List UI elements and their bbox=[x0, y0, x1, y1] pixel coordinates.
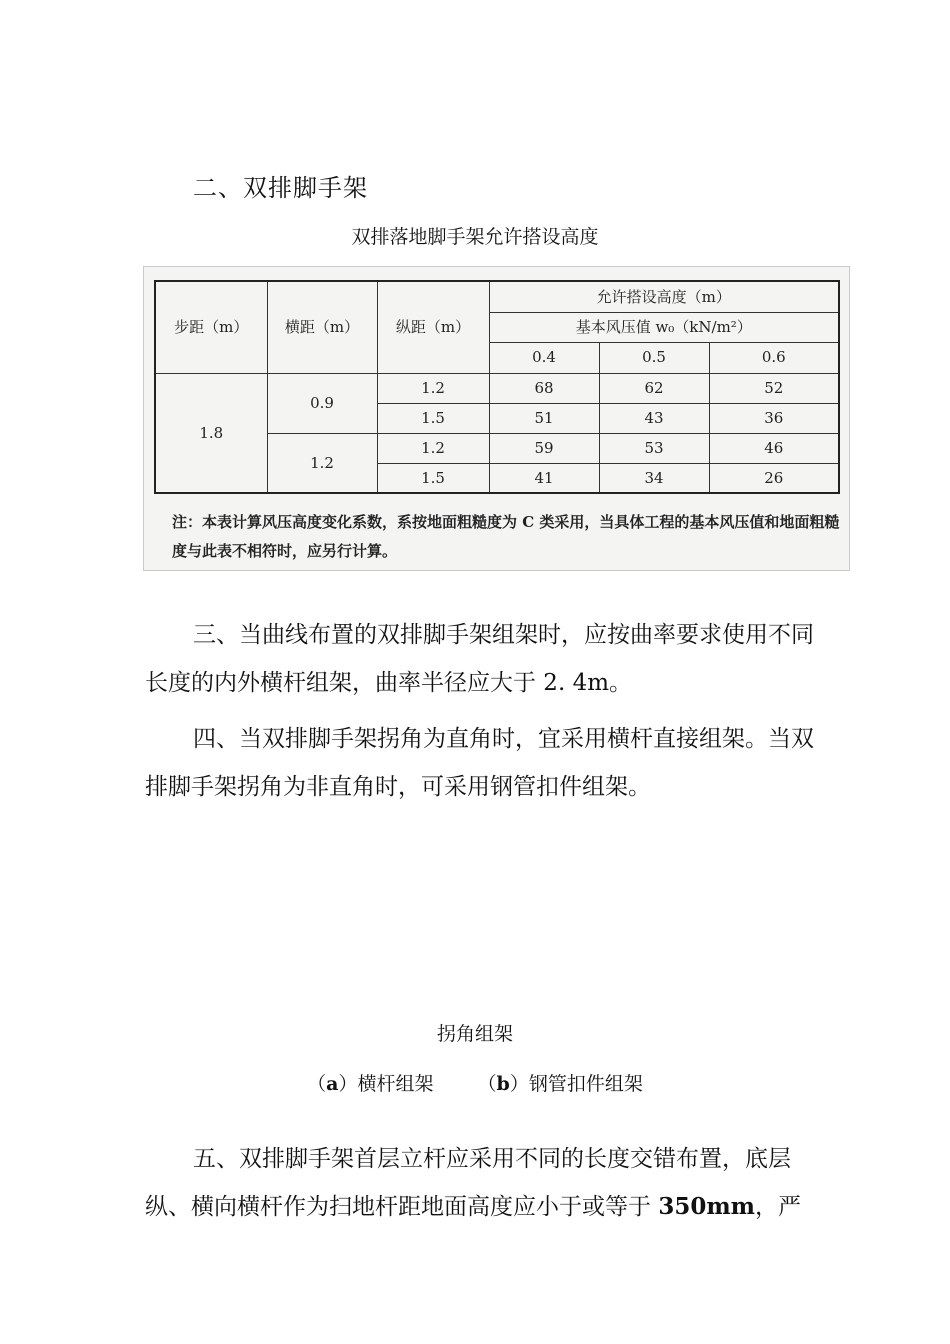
paragraph-5-tail: ，严 bbox=[755, 1194, 801, 1220]
table-cell: 53 bbox=[599, 433, 709, 463]
table-cell: 46 bbox=[709, 433, 839, 463]
table-cell: 62 bbox=[599, 373, 709, 403]
longitudinal-value: 1.5 bbox=[377, 403, 489, 433]
transverse-value: 1.2 bbox=[267, 433, 377, 493]
table-cell: 68 bbox=[489, 373, 599, 403]
table-note: 注：本表计算风压高度变化系数，系按地面粗糙度为 C 类采用，当具体工程的基本风压值和地面粗糙度与此表不相符时，应另行计算。 bbox=[172, 513, 840, 560]
paragraph-5 bbox=[145, 1135, 815, 1231]
wind-value: 0.4 bbox=[489, 342, 599, 373]
paragraph-5-bold: 350mm bbox=[658, 1193, 755, 1220]
paragraph-4: 四、当双排脚手架拐角为直角时，宜采用横杆直接组架。当双排脚手架拐角为非直角时，可采用钢管扣件组架。 bbox=[145, 726, 814, 800]
step-value: 1.8 bbox=[155, 373, 267, 493]
table-cell: 51 bbox=[489, 403, 599, 433]
figure-captions bbox=[0, 1069, 950, 1096]
wind-value: 0.6 bbox=[709, 342, 839, 373]
header-longitudinal: 纵距（m） bbox=[377, 281, 489, 373]
table-cell: 59 bbox=[489, 433, 599, 463]
table-cell: 41 bbox=[489, 463, 599, 493]
longitudinal-value: 1.5 bbox=[377, 463, 489, 493]
longitudinal-value: 1.2 bbox=[377, 433, 489, 463]
figure-title: 拐角组架 bbox=[436, 1023, 513, 1045]
table-cell: 43 bbox=[599, 403, 709, 433]
caption-a: （a）横杆组架 bbox=[307, 1073, 434, 1095]
caption-a-letter: a bbox=[326, 1073, 339, 1095]
table-cell: 52 bbox=[709, 373, 839, 403]
scaffold-height-table bbox=[154, 280, 840, 494]
paragraph-5-text: 五、双排脚手架首层立杆应采用不同的长度交错布置，底层纵、横向横杆作为扫地杆距地面高度应小于或等于 bbox=[145, 1146, 791, 1220]
table-title: 双排落地脚手架允许搭设高度 bbox=[351, 226, 599, 248]
section-heading: 二、双排脚手架 bbox=[193, 174, 368, 202]
caption-b-letter: b bbox=[496, 1073, 510, 1095]
caption-a-text: 横杆组架 bbox=[357, 1073, 434, 1095]
transverse-value: 0.9 bbox=[267, 373, 377, 433]
longitudinal-value: 1.2 bbox=[377, 373, 489, 403]
header-allowed-height: 允许搭设高度（m） bbox=[489, 281, 839, 312]
table-cell: 36 bbox=[709, 403, 839, 433]
table-cell: 34 bbox=[599, 463, 709, 493]
wind-value: 0.5 bbox=[599, 342, 709, 373]
paragraph-3: 三、当曲线布置的双排脚手架组架时，应按曲率要求使用不同长度的内外横杆组架，曲率半径应大于 2. 4m。 bbox=[145, 622, 814, 696]
header-transverse: 横距（m） bbox=[267, 281, 377, 373]
table-cell: 26 bbox=[709, 463, 839, 493]
header-step: 步距（m） bbox=[155, 281, 267, 373]
caption-b-text: 钢管扣件组架 bbox=[528, 1073, 643, 1095]
caption-b: （b）钢管扣件组架 bbox=[477, 1073, 643, 1095]
header-wind-pressure: 基本风压值 w₀（kN/m²） bbox=[489, 312, 839, 342]
